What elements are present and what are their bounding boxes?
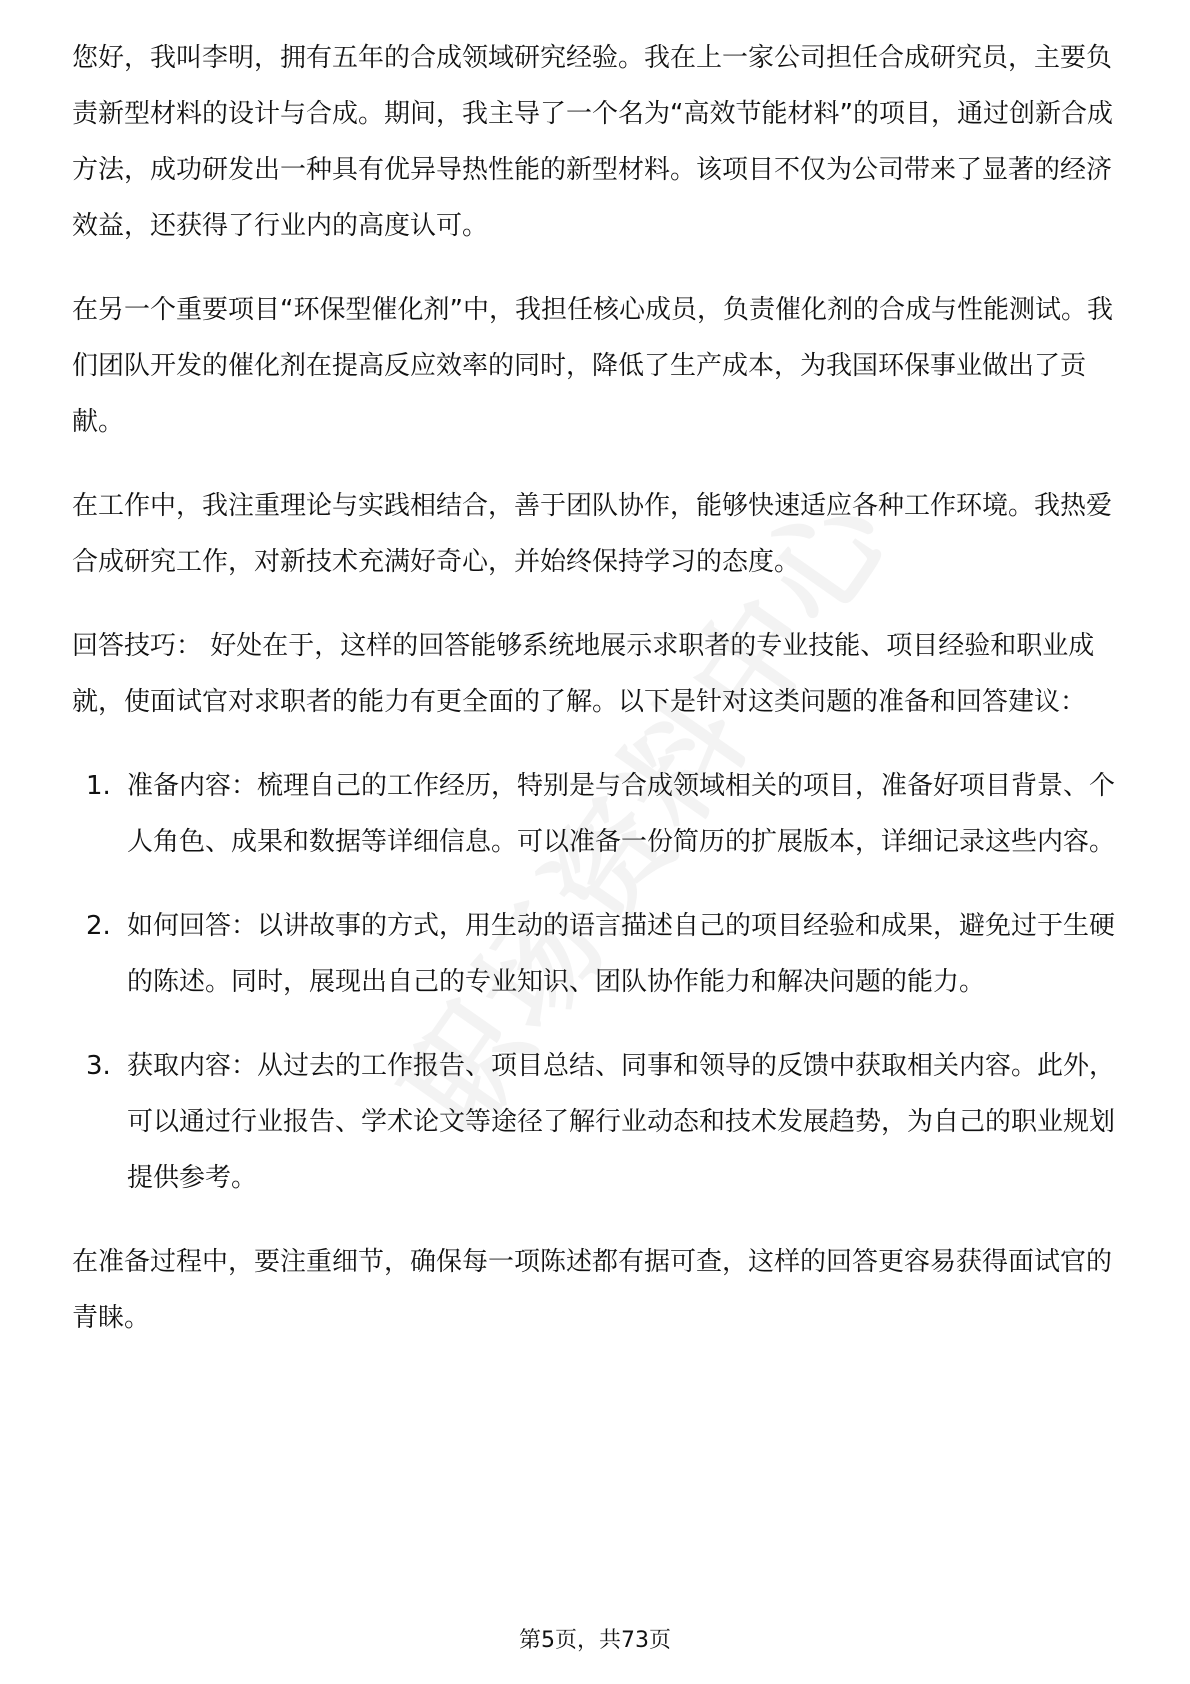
list-item-number: 1.	[86, 771, 111, 801]
work-style-paragraph: 在工作中，我注重理论与实践相结合，善于团队协作，能够快速适应各种工作环境。我热爱合成研究工作，对新技术充满好奇心，并始终保持学习的态度。	[72, 491, 1113, 577]
page-number: 第5页，共73页	[519, 1628, 671, 1653]
list-item-text: 准备内容：梳理自己的工作经历，特别是与合成领域相关的项目，准备好项目背景、个人角色、成果和数据等详细信息。可以准备一份简历的扩展版本，详细记录这些内容。	[127, 771, 1116, 857]
closing-paragraph: 在准备过程中，要注重细节，确保每一项陈述都有据可查，这样的回答更容易获得面试官的青睐。	[72, 1247, 1113, 1333]
project-paragraph: 在另一个重要项目“环保型催化剂”中，我担任核心成员，负责催化剂的合成与性能测试。我们团队开发的催化剂在提高反应效率的同时，降低了生产成本，为我国环保事业做出了贡献。	[72, 295, 1113, 437]
list-item	[72, 758, 1120, 870]
list-item-number: 2.	[86, 911, 111, 941]
answer-tips-paragraph: 回答技巧： 好处在于，这样的回答能够系统地展示求职者的专业技能、项目经验和职业成就，使面试官对求职者的能力有更全面的了解。以下是针对这类问题的准备和回答建议：	[72, 631, 1095, 717]
list-item	[72, 898, 1120, 1010]
list-item	[72, 1038, 1120, 1206]
list-item-text: 获取内容：从过去的工作报告、项目总结、同事和领导的反馈中获取相关内容。此外，可以通过行业报告、学术论文等途径了解行业动态和技术发展趋势，为自己的职业规划提供参考。	[127, 1051, 1116, 1193]
list-item-number: 3.	[86, 1051, 111, 1081]
list-item-text: 如何回答：以讲故事的方式，用生动的语言描述自己的项目经验和成果，避免过于生硬的陈述。同时，展现出自己的专业知识、团队协作能力和解决问题的能力。	[127, 911, 1116, 997]
document-body	[72, 30, 1120, 1374]
intro-paragraph: 您好，我叫李明，拥有五年的合成领域研究经验。我在上一家公司担任合成研究员，主要负责新型材料的设计与合成。期间，我主导了一个名为“高效节能材料”的项目，通过创新合成方法，成功研发出一种具有优异导热性能的新型材料。该项目不仅为公司带来了显著的经济效益，还获得了行业内的高度认可。	[72, 43, 1113, 241]
advice-list	[72, 758, 1120, 1206]
